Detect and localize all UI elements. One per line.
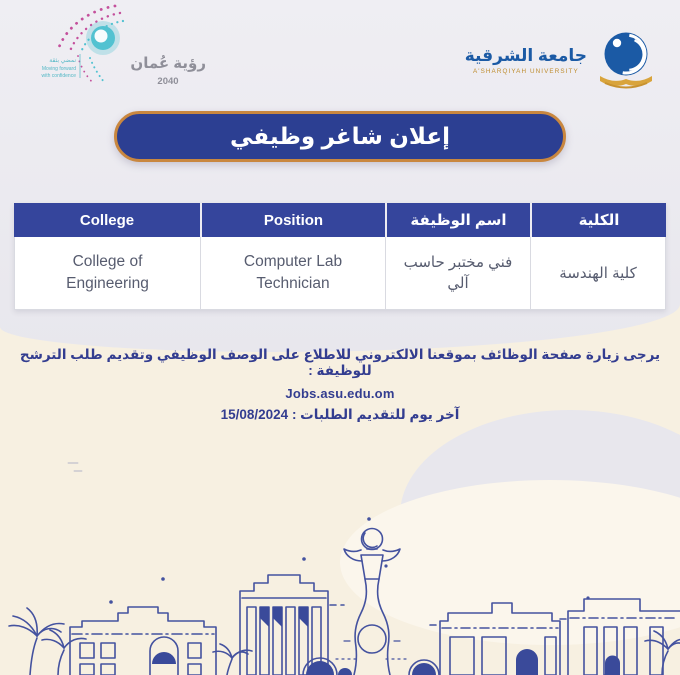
vacancy-table [14,203,666,310]
university-logo [465,30,652,90]
vision-tagline-en1: Moving forward [41,66,76,72]
monument [336,529,408,675]
vision-tagline-en2: with confidence [41,73,76,79]
building-mid [240,575,328,675]
palm-tree-small [213,644,252,675]
oman-vision-2040-logo [10,4,220,99]
vision-year: 2040 [157,76,179,87]
cell-job-name-ar: فني مختبر حاسب آلي [385,237,530,309]
header-cell-college: College [79,211,135,229]
announcement-banner [114,111,566,162]
cell-college: College of Engineering [66,253,149,292]
campus-illustration [0,435,680,675]
university-emblem-icon [596,30,652,90]
table-row [14,237,666,310]
university-name-arabic: جامعة الشرقية [464,45,587,65]
deadline-text: آخر يوم للتقديم الطلبات : 15/08/2024 [220,407,460,422]
banner-title: إعلان شاغر وظيفي [230,123,450,149]
building-right [440,603,560,675]
vision-tagline-ar: نمضي بثقة [49,58,76,64]
sky-dots [109,517,589,604]
faint-marks [68,463,82,471]
instruction-text: يرجى زيارة صفحة الوظائف بموقعنا الالكتروني للاطلاع على الوصف الوظيفي وتقديم طلب الترشح للوظيفة : [19,347,661,378]
arch-fill [152,652,176,664]
building-left [70,607,216,675]
application-notes [0,347,680,423]
university-name-english: A'SHARQIYAH UNIVERSITY [472,67,579,75]
domes [303,658,439,675]
palm-tree-left [9,608,86,675]
header-cell-job-name-ar: اسم الوظيفة [385,203,530,237]
vision-title: رؤية عُمان [130,55,206,72]
cell-college-ar: كلية الهندسة [530,237,665,309]
jobs-website: Jobs.asu.edu.om [285,386,395,401]
header-cell-college-ar: الكلية [530,203,666,237]
cell-position: Computer Lab Technician [200,237,385,309]
header-cell-position: Position [200,203,385,237]
table-header-row [14,203,666,237]
